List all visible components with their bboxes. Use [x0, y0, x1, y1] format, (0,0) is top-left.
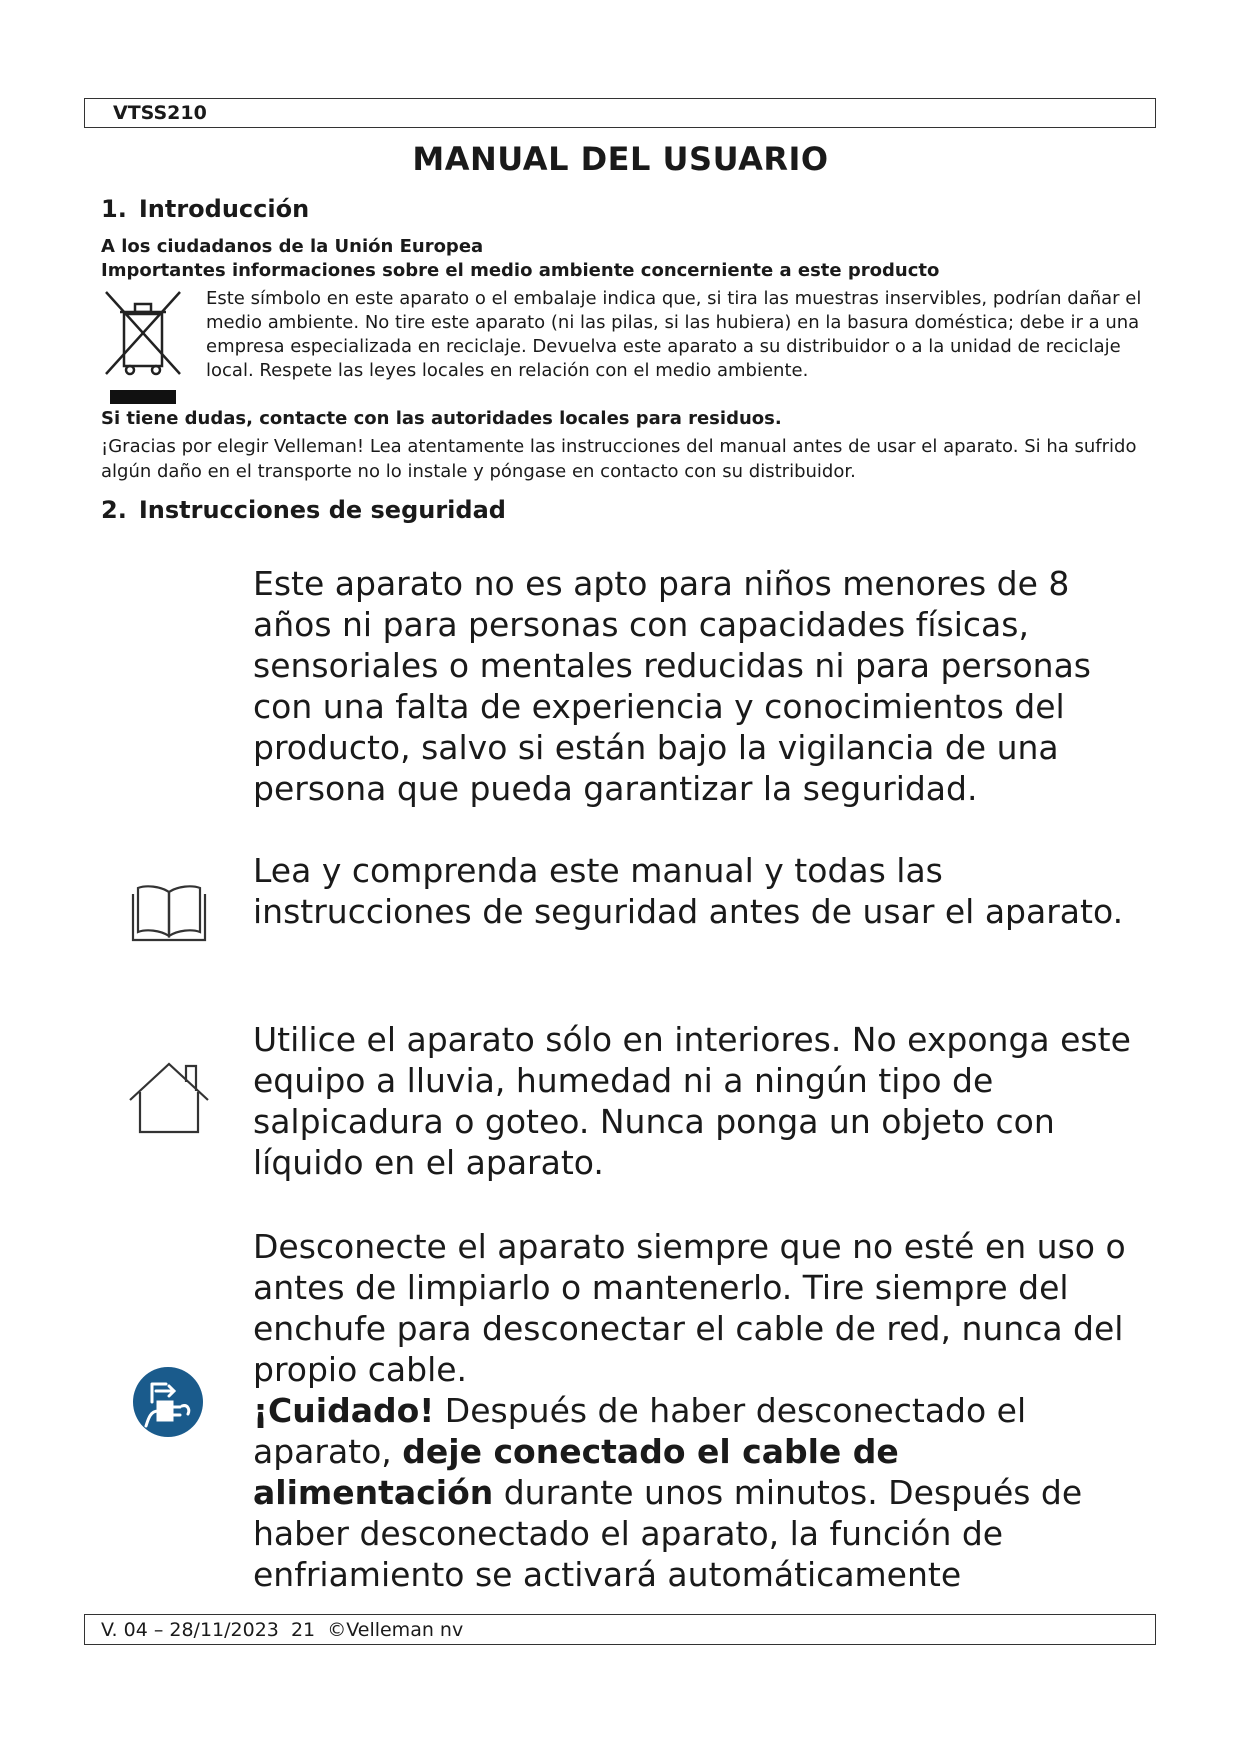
footer-box [84, 1614, 1156, 1645]
caution-text-part1: Después de haber desconectado el aparato, [253, 1391, 1027, 1471]
caution-label: ¡Cuidado! [253, 1391, 435, 1430]
safety-disconnect-text: Desconecte el aparato siempre que no esté en uso o antes de limpiarlo o mantenerlo. Tire siempre del enchufe para desconectar el cable de red, nunca del propio cable. [253, 1227, 1126, 1389]
section-heading-safety [101, 496, 506, 524]
safety-read-manual-text: Lea y comprenda este manual y todas las instrucciones de seguridad antes de usar el aparato. [253, 851, 1124, 931]
safety-disconnect-block [253, 1226, 1133, 1595]
weee-text: Este símbolo en este aparato o el embalaje indica que, si tira las muestras inservibles, podrían dañar el medio ambiente. No tire este aparato (ni las pilas, si las hubiera) en la basura doméstica; debe ir a una empresa especializada en reciclaje. Devuelva este aparato a su distribuidor o a la unidad de reciclaje local. Respete las leyes locales en relación con el medio ambiente. [206, 288, 1142, 381]
safety-children-text: Este aparato no es apto para niños menores de 8 años ni para personas con capacidades físicas, sensoriales o mentales reducidas ni para personas con una falta de experiencia y conocimientos del producto, salvo si están bajo la vigilancia de una persona que pueda garantizar la seguridad. [253, 564, 1091, 808]
safety-indoor-text: Utilice el aparato sólo en interiores. No exponga este equipo a lluvia, humedad ni a ningún tipo de salpicadura o goteo. Nunca ponga un objeto con líquido en el aparato. [253, 1020, 1131, 1182]
doubts-note: Si tiene dudas, contacte con las autoridades locales para residuos. [101, 408, 782, 429]
unplug-icon [132, 1366, 204, 1438]
model-number: VTSS210 [113, 102, 207, 124]
book-icon [130, 880, 208, 944]
section-number: 1. [101, 195, 127, 223]
caution-emphasis: deje conectado el cable de alimentación [253, 1432, 899, 1512]
header-box [84, 98, 1156, 128]
footer-text: V. 04 – 28/11/2023 21 ©Velleman nv [101, 1619, 464, 1641]
section-label: Instrucciones de seguridad [138, 496, 506, 524]
house-indoor-icon [128, 1060, 210, 1134]
eu-heading: A los ciudadanos de la Unión Europea [101, 236, 484, 257]
environment-heading: Importantes informaciones sobre el medio ambiente concerniente a este producto [101, 260, 940, 281]
weee-bin-icon [102, 290, 184, 408]
thanks-paragraph: ¡Gracias por elegir Velleman! Lea atentamente las instrucciones del manual antes de usar el aparato. Si ha sufrido algún daño en el transporte no lo instale y póngase en contacto con su distribuidor. [101, 436, 1137, 482]
section-label: Introducción [138, 195, 310, 223]
section-heading-introduction [101, 195, 309, 223]
section-number: 2. [101, 496, 127, 524]
caution-text-part2: durante unos minutos. Después de haber desconectado el aparato, la función de enfriamiento se activará automáticamente [253, 1473, 1083, 1594]
page-title: MANUAL DEL USUARIO [412, 140, 829, 178]
